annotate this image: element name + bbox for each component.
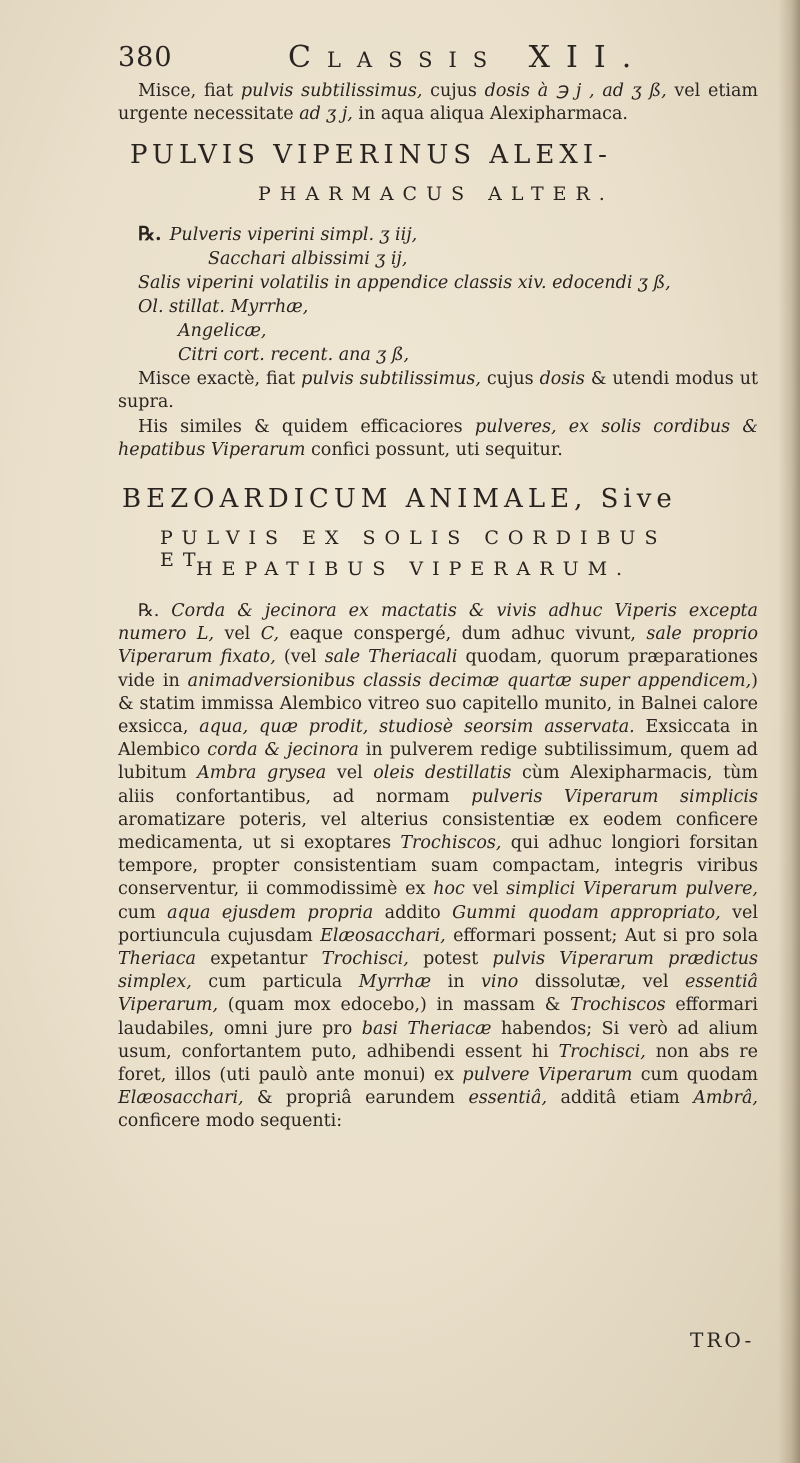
text-run: Misce, fiat [138,81,241,101]
text-run: quodam, quorum præparationes vide in [118,647,758,691]
italic-text-run: Ambrâ, [693,1088,758,1109]
paragraph-main-recipe [118,600,758,1134]
italic-text-run: simplici Viperarum pulvere, [506,879,758,900]
text-run: in pulverem redige subtilissimum, quem ad lubitum [118,740,759,784]
paragraph-body [118,600,758,1134]
italic-text-run: oleis destillatis [373,763,512,784]
italic-text-run: pulvis subtilissimus, [301,369,481,389]
text-run: Exsiccata in Alembico [118,717,759,761]
italic-text-run: Myrrhæ [358,972,432,993]
text-run: efformari laudabiles, omni jure pro [118,995,758,1039]
text-run: cujus [480,369,540,389]
recipe-ingredient: Pulveris viperini simpl. ʒ iij, [169,225,418,245]
italic-text-run: dosis [539,369,585,389]
italic-text-run: Theriaca [118,949,196,970]
text-run: dissolutæ, vel [518,972,685,993]
paragraph-his-similes [118,416,758,462]
italic-text-run: pulveres, ex solis cordibus & hepatibus Viperarum [118,417,758,461]
italic-text-run: dosis à ℈ j , ad ʒ ß, [484,81,667,101]
recipe-ingredient: Citri cort. recent. ana ʒ ß, [178,345,410,365]
italic-text-run: Ambra grysea [197,763,327,784]
recipe-line [138,222,778,247]
text-run: in aqua aliqua Alexipharmaca. [352,104,628,125]
text-run: potest [408,949,493,970]
italic-text-run: essentiâ Viperarum, [118,972,758,1016]
italic-text-run: sale Theriacali [324,647,458,668]
text-run: cum particula [191,972,359,993]
text-run: His similes & quidem efficaciores [138,417,475,437]
text-run: (vel [275,647,325,668]
paragraph-body [118,368,758,414]
italic-text-run: hoc [433,879,465,900]
text-run: in [431,972,482,993]
italic-text-run: animadversionibus classis decimæ quartæ super appendicem, [187,670,752,691]
text-run: non abs re foret, illos (uti paulò ante monui) ex [118,1041,759,1086]
italic-text-run: pulveris Viperarum simplicis [471,786,758,807]
page-header [118,38,718,78]
italic-text-run: Corda & jecinora ex mactatis & vivis adhuc Viperis excepta numero L, [118,601,758,645]
text-run: cum [118,902,168,923]
section-subtitle-line-2: HEPATIBUS VIPERARUM. [196,558,632,580]
italic-text-run: ad ʒ j, [299,104,353,125]
text-run: cum quodam [632,1065,758,1086]
text-run: vel [214,624,261,645]
text-run: vel portiuncula cujusdam [118,902,758,946]
text-run: habendos; Si verò ad alium usum, confortantem puto, adhibendi essent hi [118,1018,758,1062]
text-run: vel etiam urgente necessitate [118,81,759,125]
text-run: cùm Alexipharmacis, tùm aliis confortantibus, ad normam [118,763,758,807]
recipe-ingredient: Sacchari albissimi ʒ ij, [208,249,408,269]
italic-text-run: pulvis subtilissimus, [240,81,423,101]
text-run: & utendi modus ut supra. [118,369,759,413]
text-run: additâ etiam [547,1088,694,1109]
text-run: ℞. [138,601,172,621]
italic-text-run: Trochiscos, [400,833,502,854]
page-edge-shadow [778,0,800,1463]
italic-text-run: Trochisci, [321,949,409,970]
text-run: efformari possent; Aut si pro sola [445,925,759,946]
paragraph-dosage-intro [118,80,758,126]
italic-text-run: aqua, quæ prodit, studiosè seorsim asservata. [199,717,635,738]
italic-text-run: Gummi quodam appropriato, [452,902,721,923]
italic-text-run: Trochiscos [570,995,666,1016]
italic-text-run: vino [481,972,519,993]
recipe-ingredient: Angelicæ, [178,321,267,341]
italic-text-run: Trochisci, [558,1041,646,1062]
italic-text-run: basi Theriacæ [361,1018,492,1039]
text-run: qui adhuc longiori forsitan tempore, propter consistentiam suam compactam, integris viribus conserventur, ii commodissimè ex [118,833,758,900]
italic-text-run: Elæosacchari, [320,925,446,946]
section-title-pulvis-viperinus: PULVIS VIPERINUS ALEXI- [130,140,612,170]
recipe-block-a [138,222,778,367]
text-run: vel [464,879,507,900]
italic-text-run: C, [260,624,280,645]
italic-text-run: aqua ejusdem propria [167,902,374,923]
text-run: ) & statim immissa Alembico vitreo suo capitello munito, in Balnei calore exsicca, [118,670,758,738]
text-run: expetantur [195,949,322,970]
paragraph-body [118,416,758,462]
section-subtitle-line-1: PULVIS EX SOLIS CORDIBUS ET [160,527,667,571]
italic-text-run: essentiâ, [468,1088,548,1109]
text-run: Misce exactè, fiat [138,369,302,389]
section-title-bezoardicum: BEZOARDICUM ANIMALE, Sive [122,484,677,514]
italic-text-run: Elæosacchari, [118,1088,244,1109]
paragraph-misce-exacte [118,368,758,414]
text-run: vel [326,763,374,784]
paragraph-body [118,80,758,126]
text-run: cujus [422,81,485,101]
italic-text-run: sale proprio Viperarum fixato, [118,624,759,668]
recipe-ingredient: Ol. stillat. Myrrhæ, [138,297,309,317]
italic-text-run: pulvis Viperarum prædictus simplex, [118,949,758,993]
text-run: addito [373,902,453,923]
recipe-ingredient: Salis viperini volatilis in appendice classis xiv. edocendi ʒ ß, [138,273,671,293]
recipe-symbol: ℞. [138,223,162,245]
italic-text-run: pulvere Viperarum [462,1065,633,1086]
text-run: confici possunt, uti sequitur. [305,440,563,461]
page-number: 380 [118,42,173,73]
text-run: (quam mox edocebo,) in massam & [218,995,571,1016]
text-run: aromatizare poteris, vel alterius consistentiæ ex eodem conficere medicamenta, ut si exoptares [118,809,758,854]
section-subtitle-pharmacus-alter: PHARMACUS ALTER. [258,183,614,205]
running-title: Classis XII. [288,40,648,75]
text-run: eaque conspergé, dum adhuc vivunt, [279,624,647,645]
text-run: conficere modo sequenti: [118,1111,343,1132]
text-run: & propriâ earundem [243,1088,469,1109]
catchword: TRO- [690,1328,755,1352]
italic-text-run: corda & jecinora [207,740,359,761]
